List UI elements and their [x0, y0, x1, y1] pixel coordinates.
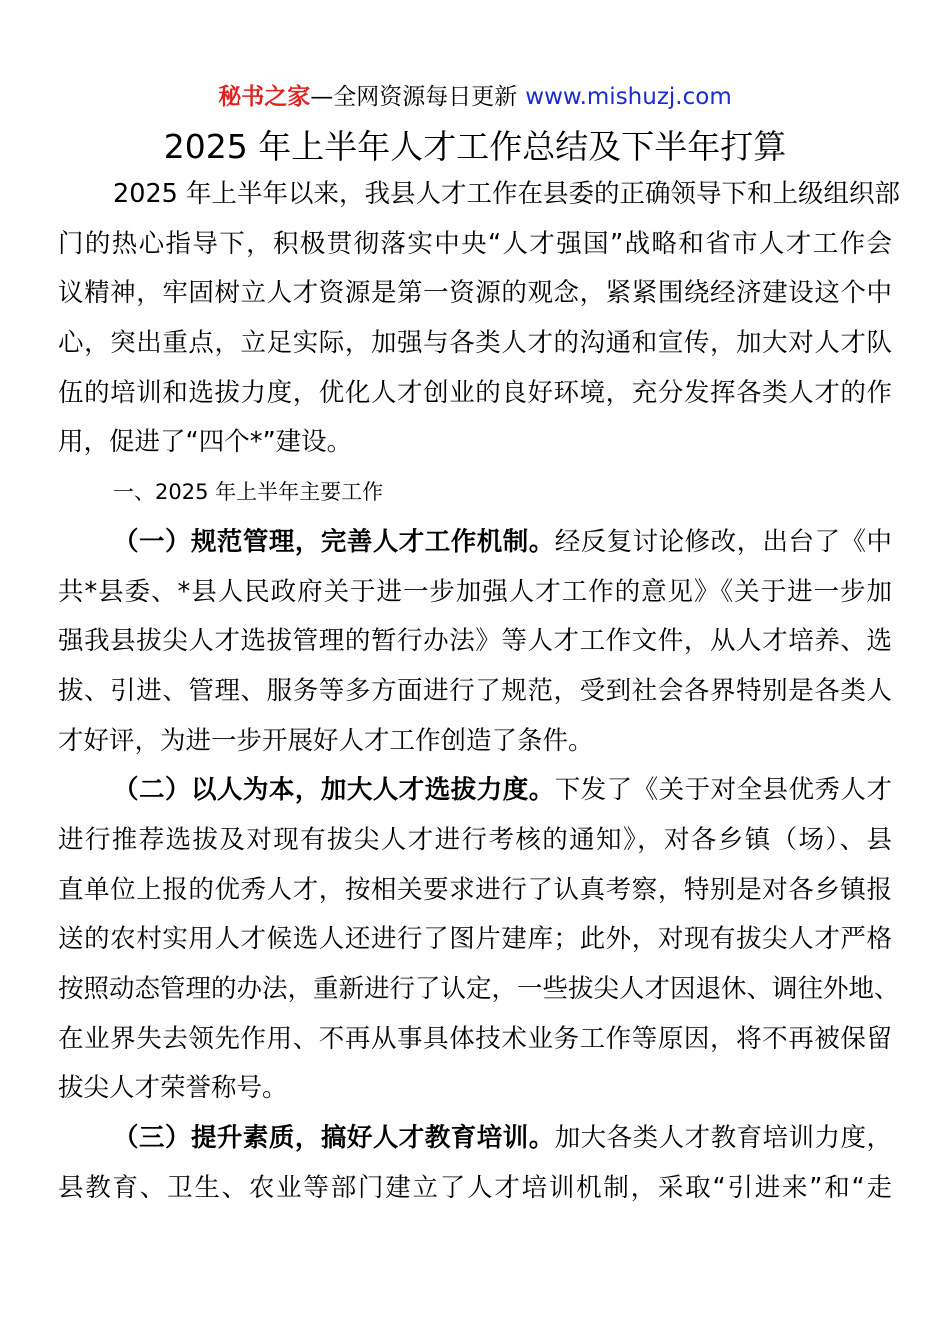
line-text: 县教育、卫生、农业等部门建立了人才培训机制，采取“引进来”和“走	[58, 1172, 892, 1203]
line-text: 强我县拔尖人才选拔管理的暂行办法》等人才工作文件，从人才培养、选	[58, 626, 892, 657]
paragraph-line	[58, 667, 892, 717]
paragraph-line	[58, 269, 892, 319]
paragraph-line	[58, 568, 892, 618]
line-text: 拔尖人才荣誉称号。	[58, 1073, 288, 1104]
document-body	[58, 170, 901, 1213]
line-text: 共*县委、*县人民政府关于进一步加强人才工作的意见》《关于进一步加	[58, 576, 892, 607]
paragraph-line	[58, 717, 892, 767]
line-text: 2025 年上半年以来，我县人才工作在县委的正确领导下和上级组织部	[113, 179, 901, 209]
paragraph-line	[58, 418, 892, 468]
line-text: 下发了《关于对全县优秀人才	[554, 775, 892, 806]
section-heading	[58, 468, 892, 518]
site-header	[0, 80, 950, 114]
subheading-text: （二）以人为本，加大人才选拔力度。	[113, 775, 555, 806]
paragraph-line	[58, 1114, 892, 1164]
line-text: 议精神，牢固树立人才资源是第一资源的观念，紧紧围绕经济建设这个中	[58, 278, 892, 309]
line-text: 直单位上报的优秀人才，按相关要求进行了认真考察，特别是对各乡镇报	[58, 874, 892, 905]
paragraph-line	[58, 617, 892, 667]
subheading-text: （三）提升素质，搞好人才教育培训。	[113, 1123, 555, 1154]
paragraph-line	[58, 1164, 892, 1214]
paragraph-line	[58, 816, 892, 866]
line-text: 在业界失去领先作用、不再从事具体技术业务工作等原因，将不再被保留	[58, 1023, 892, 1054]
paragraph-line	[58, 766, 892, 816]
line-text: 心，突出重点，立足实际，加强与各类人才的沟通和宣传，加大对人才队	[58, 328, 892, 359]
paragraph-line	[58, 369, 892, 419]
line-text: 经反复讨论修改，出台了《中	[554, 526, 892, 557]
line-text: 才好评，为进一步开展好人才工作创造了条件。	[58, 725, 594, 756]
paragraph-line	[58, 319, 892, 369]
line-text: 伍的培训和选拔力度，优化人才创业的良好环境，充分发挥各类人才的作	[58, 377, 892, 408]
paragraph-line	[58, 220, 892, 270]
line-text: 拔、引进、管理、服务等多方面进行了规范，受到社会各界特别是各类人	[58, 675, 892, 706]
paragraph-line	[58, 965, 900, 1015]
paragraph-line	[58, 1015, 892, 1065]
site-brand: 秘书之家	[218, 84, 311, 110]
paragraph-line	[58, 866, 892, 916]
paragraph-line	[58, 1064, 892, 1114]
paragraph-line	[58, 170, 901, 220]
document-title: 2025 年上半年人才工作总结及下半年打算	[163, 127, 787, 166]
line-text: 按照动态管理的办法，重新进行了认定，一些拔尖人才因退休、调往外地、	[58, 974, 900, 1004]
line-text: 一、2025 年上半年主要工作	[113, 480, 384, 505]
line-text: 送的农村实用人才候选人还进行了图片建库；此外，对现有拔尖人才严格	[58, 924, 892, 955]
paragraph-line	[58, 915, 892, 965]
site-url-link[interactable]: www.mishuzj.com	[525, 84, 732, 110]
site-tagline: —全网资源每日更新	[310, 84, 518, 110]
line-text: 加大各类人才教育培训力度，	[554, 1123, 892, 1154]
line-text: 用，促进了“四个*”建设。	[58, 427, 353, 458]
paragraph-line	[58, 518, 892, 568]
line-text: 进行推荐选拔及对现有拔尖人才进行考核的通知》，对各乡镇（场）、县	[58, 824, 892, 855]
line-text: 门的热心指导下，积极贯彻落实中央“人才强国”战略和省市人才工作会	[58, 228, 892, 259]
subheading-text: （一）规范管理，完善人才工作机制。	[113, 526, 555, 557]
